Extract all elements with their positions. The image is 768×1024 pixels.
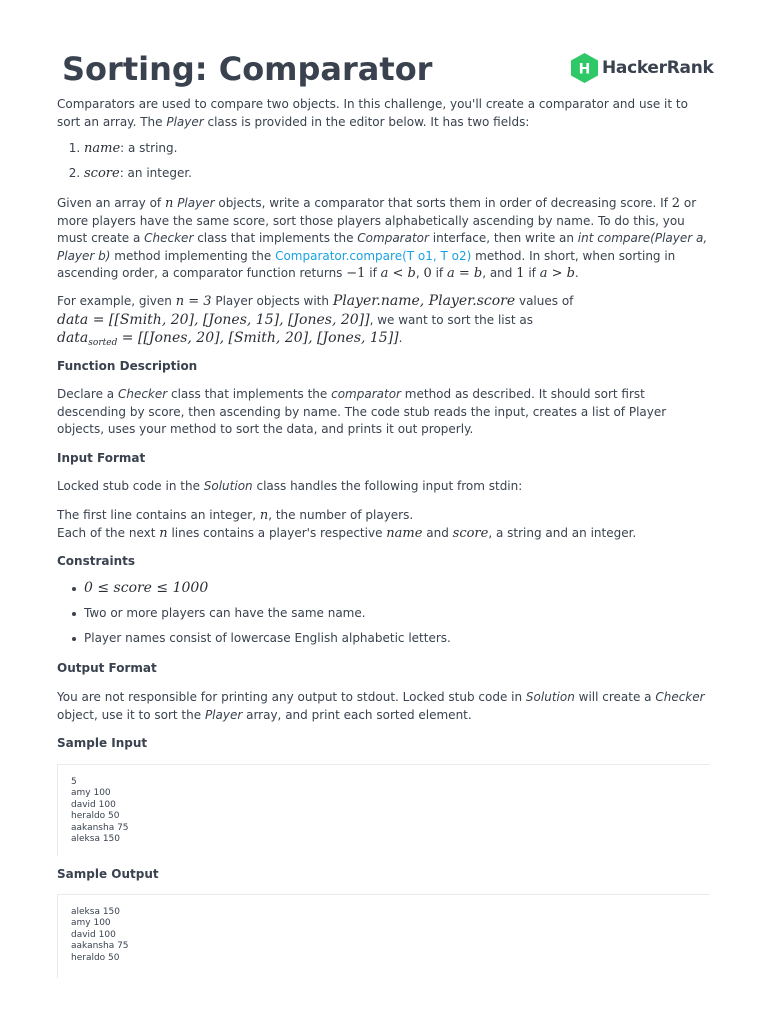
field-score-math: score: [84, 166, 120, 181]
math-data-sorted: data: [57, 330, 89, 346]
math-zero: 0: [423, 266, 432, 281]
section-title: Sample Output: [57, 867, 159, 881]
math-n: n: [164, 196, 174, 211]
list-item: [84, 165, 710, 182]
player-class: Player: [177, 196, 215, 210]
text: class that implements the: [193, 231, 358, 245]
math-a-gt-b: a > b: [539, 266, 575, 281]
math-one: 1: [516, 266, 525, 281]
text: method implementing the: [110, 248, 276, 263]
text: class handles the following input from stdin:: [252, 479, 523, 493]
example-paragraph: [57, 292, 710, 352]
text: objects, write a comparator that sorts them in order of decreasing score. If: [214, 196, 672, 210]
code-line: heraldo 50: [71, 811, 120, 822]
section-title: Constraints: [57, 554, 136, 568]
text: , the number of players.: [268, 508, 414, 522]
math-name: name: [386, 525, 423, 541]
text: lines contains a player's respective: [167, 525, 387, 540]
text: values of: [515, 294, 574, 308]
math-n: n: [159, 525, 168, 541]
code-line: aakansha 75: [71, 941, 129, 952]
logo-letter: H: [578, 61, 591, 78]
text: .: [574, 266, 579, 280]
field-desc: : an integer.: [119, 166, 192, 180]
function-description-section: [57, 358, 710, 375]
math-a-lt-b: a < b: [380, 266, 416, 281]
math-sorted-value: = [[Jones, 20], [Smith, 20], [Jones, 15]]: [117, 330, 399, 346]
sample-input-section: [57, 735, 710, 752]
field-name-math: name: [84, 141, 121, 156]
code-line: amy 100: [71, 918, 111, 929]
math-a-eq-b: a = b: [446, 266, 483, 281]
text: Declare a: [57, 387, 118, 401]
math-n: n: [259, 508, 269, 523]
math-player-fields: Player.name, Player.score: [332, 293, 516, 309]
code-line: heraldo 50: [71, 952, 120, 963]
text: if: [524, 266, 540, 280]
text: method. In short, when sorting in ascending order, a comparator function returns: [57, 248, 676, 280]
intro-text: Comparators are used to compare two objects. In this challenge, you'll create a comparator and use it to sort an array. The: [57, 97, 688, 129]
text: method as described. It should sort first descending by score, then ascending by name. The code stub reads the input, creates a list of Player objects, uses your method to sort the data, and prints it out properly.: [57, 387, 667, 436]
player-class: Player: [204, 707, 243, 722]
text: Each of the next: [57, 525, 160, 540]
math-sorted-subscript: sorted: [88, 338, 118, 348]
constraints-list: [57, 580, 710, 655]
checker-class: Checker: [655, 690, 705, 704]
fields-list: [57, 140, 710, 190]
field-desc: : a string.: [120, 141, 178, 155]
text: You are not responsible for printing any output to stdout. Locked stub code in: [57, 690, 526, 704]
list-item: Two or more players can have the same name.: [84, 605, 710, 622]
text: , a string and an integer.: [488, 525, 637, 540]
code-line: aleksa 150: [71, 907, 121, 917]
code-line: david 100: [71, 799, 116, 810]
input-format-p1: [57, 478, 710, 496]
text: ,: [415, 266, 424, 280]
text: The first line contains an integer,: [57, 508, 260, 522]
text: , we want to sort the list as: [369, 313, 533, 327]
page-title: Sorting: Comparator: [62, 50, 433, 88]
list-item: [84, 140, 710, 157]
sample-output-section: [57, 866, 710, 883]
compare-method: int compare(Player a, Player b): [57, 231, 708, 263]
logo-wordmark: HackerRank: [602, 58, 714, 78]
math-neg1: −1: [346, 266, 366, 281]
section-title: Sample Input: [57, 736, 148, 750]
math-data: data: [57, 312, 89, 328]
solution-class: Solution: [203, 479, 253, 493]
text: or more players have the same score, sort those players alphabetically ascending by name. To do this, you must create a: [57, 196, 697, 245]
hackerrank-logo: [571, 53, 714, 83]
text: .: [398, 331, 403, 345]
text: Locked stub code in the: [57, 479, 204, 493]
math-two: 2: [671, 196, 681, 211]
intro-paragraph: [57, 96, 710, 131]
given-paragraph: [57, 195, 710, 283]
constraints-section: [57, 553, 710, 570]
text: Player objects with: [211, 294, 333, 308]
input-format-p2: [57, 507, 710, 542]
code-line: david 100: [71, 929, 116, 940]
math-n3: n = 3: [175, 294, 212, 309]
text: if: [365, 266, 381, 280]
list-item: [84, 580, 710, 597]
hackerrank-hex-icon: [571, 53, 598, 83]
checker-class: Checker: [144, 231, 194, 245]
text: class that implements the: [167, 387, 332, 401]
output-format-body: [57, 689, 710, 724]
text: array, and print each sorted element.: [242, 707, 472, 722]
text: and: [422, 525, 453, 540]
text: if: [431, 266, 447, 280]
comparator-method: comparator: [331, 387, 401, 401]
code-line: 5: [71, 777, 77, 787]
solution-class: Solution: [525, 690, 575, 704]
math-data-value: = [[Smith, 20], [Jones, 15], [Jones, 20]]: [88, 312, 370, 328]
input-format-section: [57, 450, 710, 467]
code-line: aakansha 75: [71, 822, 129, 833]
text: Given an array of: [57, 196, 165, 210]
code-block: [57, 764, 710, 856]
text: , and: [482, 266, 517, 280]
sample-output-box: [57, 894, 710, 978]
intro-player-class: Player: [166, 114, 204, 129]
text: object, use it to sort the: [57, 707, 205, 722]
intro-text-end: class is provided in the editor below. It has two fields:: [203, 114, 530, 129]
comparator-interface: Comparator: [357, 231, 429, 245]
problem-page: [57, 0, 714, 963]
text: will create a: [574, 690, 656, 704]
math-score-range: 0 ≤ score ≤ 1000: [84, 580, 209, 596]
sample-input-box: [57, 764, 710, 856]
code-block: [57, 894, 710, 978]
section-title: Output Format: [57, 661, 157, 675]
checker-class: Checker: [117, 387, 168, 401]
section-title: Function Description: [57, 359, 198, 373]
math-score: score: [452, 525, 489, 541]
section-title: Input Format: [57, 451, 146, 465]
page-header: [57, 0, 714, 95]
text: For example, given: [57, 294, 176, 308]
function-description-body: [57, 386, 710, 439]
comparator-compare-link[interactable]: Comparator.compare(T o1, T o2): [275, 248, 472, 263]
text: interface, then write an: [428, 231, 578, 245]
code-line: amy 100: [71, 788, 111, 799]
code-line: aleksa 150: [71, 834, 121, 845]
output-format-section: [57, 660, 710, 677]
list-item: Player names consist of lowercase English alphabetic letters.: [84, 630, 710, 647]
